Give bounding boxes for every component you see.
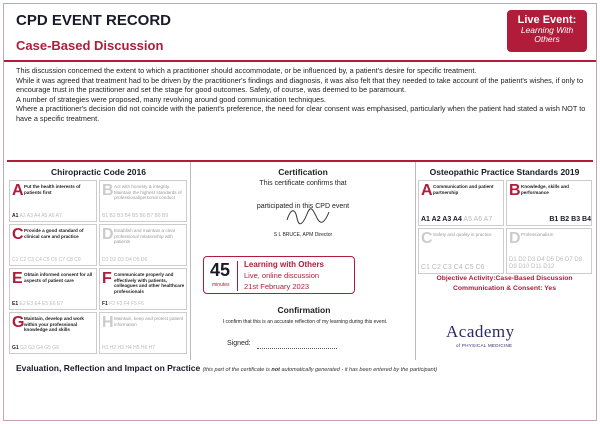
live-event-detail: Learning With Others (520, 25, 574, 44)
chiro-letter: F (102, 270, 112, 287)
chiro-codes: H1 H2 H3 H4 H5 H6 H7 (102, 345, 156, 351)
chiro-cell-d (99, 224, 187, 266)
certification-line1: This certificate confirms that (259, 180, 347, 187)
minutes-label: minutes (212, 282, 230, 288)
event-date: 21st February 2023 (244, 282, 310, 291)
signed-label: Signed: (227, 340, 251, 347)
comm-label: Communication & Consent: (453, 285, 543, 292)
objective-value: Case-Based Discussion (495, 275, 573, 282)
certification-heading: Certification (278, 167, 328, 177)
osteo-codes: B1 B2 B3 B4 (549, 216, 591, 223)
chiro-letter: A (12, 182, 24, 199)
description-paragraph: Where a practitioner's decision did not coincide with the patient's preference, the need for clear consent was emphasised, particularly when the patient had stated a wish NOT to have a specific treatment. (16, 104, 586, 123)
academy-logo-sub: of PHYSICAL MEDICINE (456, 343, 513, 348)
chiro-codes: F1 F2 F3 F4 F5 F6 (102, 301, 144, 307)
chiro-text: Provide a good standard of clinical care and practice (24, 228, 84, 239)
chiro-text: Establish and maintain a clear professional relationship with patients (114, 228, 176, 244)
chiropractic-heading: Chiropractic Code 2016 (51, 167, 146, 177)
chiro-cell-e (9, 268, 97, 310)
evaluation-note: (this part of the certificate is not automatically generated - it has been entered by the participant) (202, 367, 438, 373)
description-paragraph: While it was agreed that treatment had to be driven by the practitioner's findings and diagnosis, it was also felt that they needed to take account of the patient's wishes, if only to encourage trust in the practitioner and set the stage for good outcomes. Safety, of course, was deemed to be paramount. (16, 75, 584, 95)
osteo-cell-b (506, 180, 592, 226)
osteo-text: Safety and quality in practice (433, 232, 492, 237)
header-divider (4, 60, 596, 62)
objective-summary (416, 274, 593, 294)
event-mode: Live, online discussion (244, 271, 320, 280)
chiro-cell-b (99, 180, 187, 222)
page-subtitle: Case-Based Discussion (16, 38, 164, 53)
chiro-codes: D1 D2 D3 D4 D5 D6 (102, 257, 148, 263)
chiro-letter: C (12, 226, 24, 243)
minutes-value: 45 (210, 260, 231, 280)
osteo-letter: D (509, 230, 521, 247)
chiro-cell-a (9, 180, 97, 222)
description-paragraph: A number of strategies were proposed, many revolving around good communication techniques. (16, 94, 326, 104)
chiro-cell-f (99, 268, 187, 310)
signature-icon (283, 206, 333, 226)
osteo-text: Professionalism (521, 232, 554, 237)
live-event-badge (507, 10, 587, 52)
chiro-letter: B (102, 182, 114, 199)
description-paragraph: This discussion concerned the extent to which a practitioner should accommodate, or be influenced by, a patient's desire for specific treatment. (16, 66, 477, 75)
osteo-text: Knowledge, skills and performance (521, 184, 569, 195)
osteo-letter: C (421, 230, 433, 247)
osteo-letter: B (509, 182, 521, 199)
chiro-text: Maintain, develop and work within your professional knowledge and skills (24, 316, 84, 332)
osteo-cell-c (418, 228, 504, 274)
chiro-letter: D (102, 226, 114, 243)
chiro-cell-c (9, 224, 97, 266)
comm-value: Yes (544, 285, 556, 292)
confirmation-heading: Confirmation (277, 305, 331, 315)
academy-logo: Academy (446, 322, 515, 341)
osteo-text: Communication and patient partnership (433, 184, 494, 195)
director-name: S L BRUCE, APM Director (273, 232, 333, 238)
chiro-letter: E (12, 270, 23, 287)
chiro-text: Communicate properly and effectively with patients, colleagues and other healthcare professionals (114, 272, 185, 294)
summary-divider (237, 261, 238, 291)
chiro-letter: H (102, 314, 114, 331)
evaluation-title: Evaluation, Reflection and Impact on Practice (16, 363, 201, 373)
cpd-certificate (3, 3, 597, 421)
evaluation-heading (16, 363, 437, 373)
osteo-cell-a (418, 180, 504, 226)
chiro-codes: B1 B2 B3 B4 B5 B6 B7 B8 B9 (102, 213, 169, 219)
standards-panels (7, 160, 593, 358)
event-summary-box (203, 256, 355, 294)
osteopathic-heading: Osteopathic Practice Standards 2019 (429, 167, 580, 177)
chiro-codes: C1 C2 C3 C4 C5 C6 C7 C8 C9 (12, 257, 81, 263)
osteo-letter: A (421, 182, 433, 199)
chiro-text: Obtain informed consent for all aspects of patient care (24, 272, 93, 283)
confirmation-text: I confirm that this is an accurate reflection of my learning during this event. (222, 319, 388, 325)
osteo-codes: C1 C2 C3 C4 C5 C6 (421, 264, 485, 271)
osteo-codes: A1 A2 A3 A4 A5 A6 A7 (421, 216, 493, 223)
chiro-text: Put the health interests of patients first (24, 184, 81, 195)
certification-panel (190, 162, 416, 360)
chiro-cell-h (99, 312, 187, 354)
event-title: Learning with Others (244, 260, 325, 269)
live-event-label: Live Event: (517, 14, 577, 26)
osteo-codes: D1 D2 D3 D4 D5 D6 D7 D8 D9 D10 D11 D12 (509, 257, 583, 270)
certification-line2: participated in this CPD event (256, 203, 350, 210)
osteopathic-panel (416, 162, 593, 360)
osteo-cell-d (506, 228, 592, 274)
chiro-text: Act with honesty & integrity. Maintain the highest standards of professional/personal conduct (114, 184, 182, 200)
chiro-text: Maintain, keep and protect patient information (114, 316, 184, 327)
chiro-codes: A1 A2 A3 A4 A5 A6 A7 (12, 213, 62, 219)
chiro-codes: G1 G2 G3 G4 G5 G6 (12, 345, 59, 351)
chiro-codes: E1 E2 E3 E4 E5 E6 E7 (12, 301, 64, 307)
objective-label: Objective Activity: (436, 275, 496, 282)
event-description (16, 66, 588, 124)
chiro-letter: G (12, 314, 25, 331)
chiropractic-panel (7, 162, 190, 360)
page-title: CPD EVENT RECORD (16, 12, 172, 29)
signature-field[interactable] (257, 348, 337, 349)
chiro-cell-g (9, 312, 97, 354)
